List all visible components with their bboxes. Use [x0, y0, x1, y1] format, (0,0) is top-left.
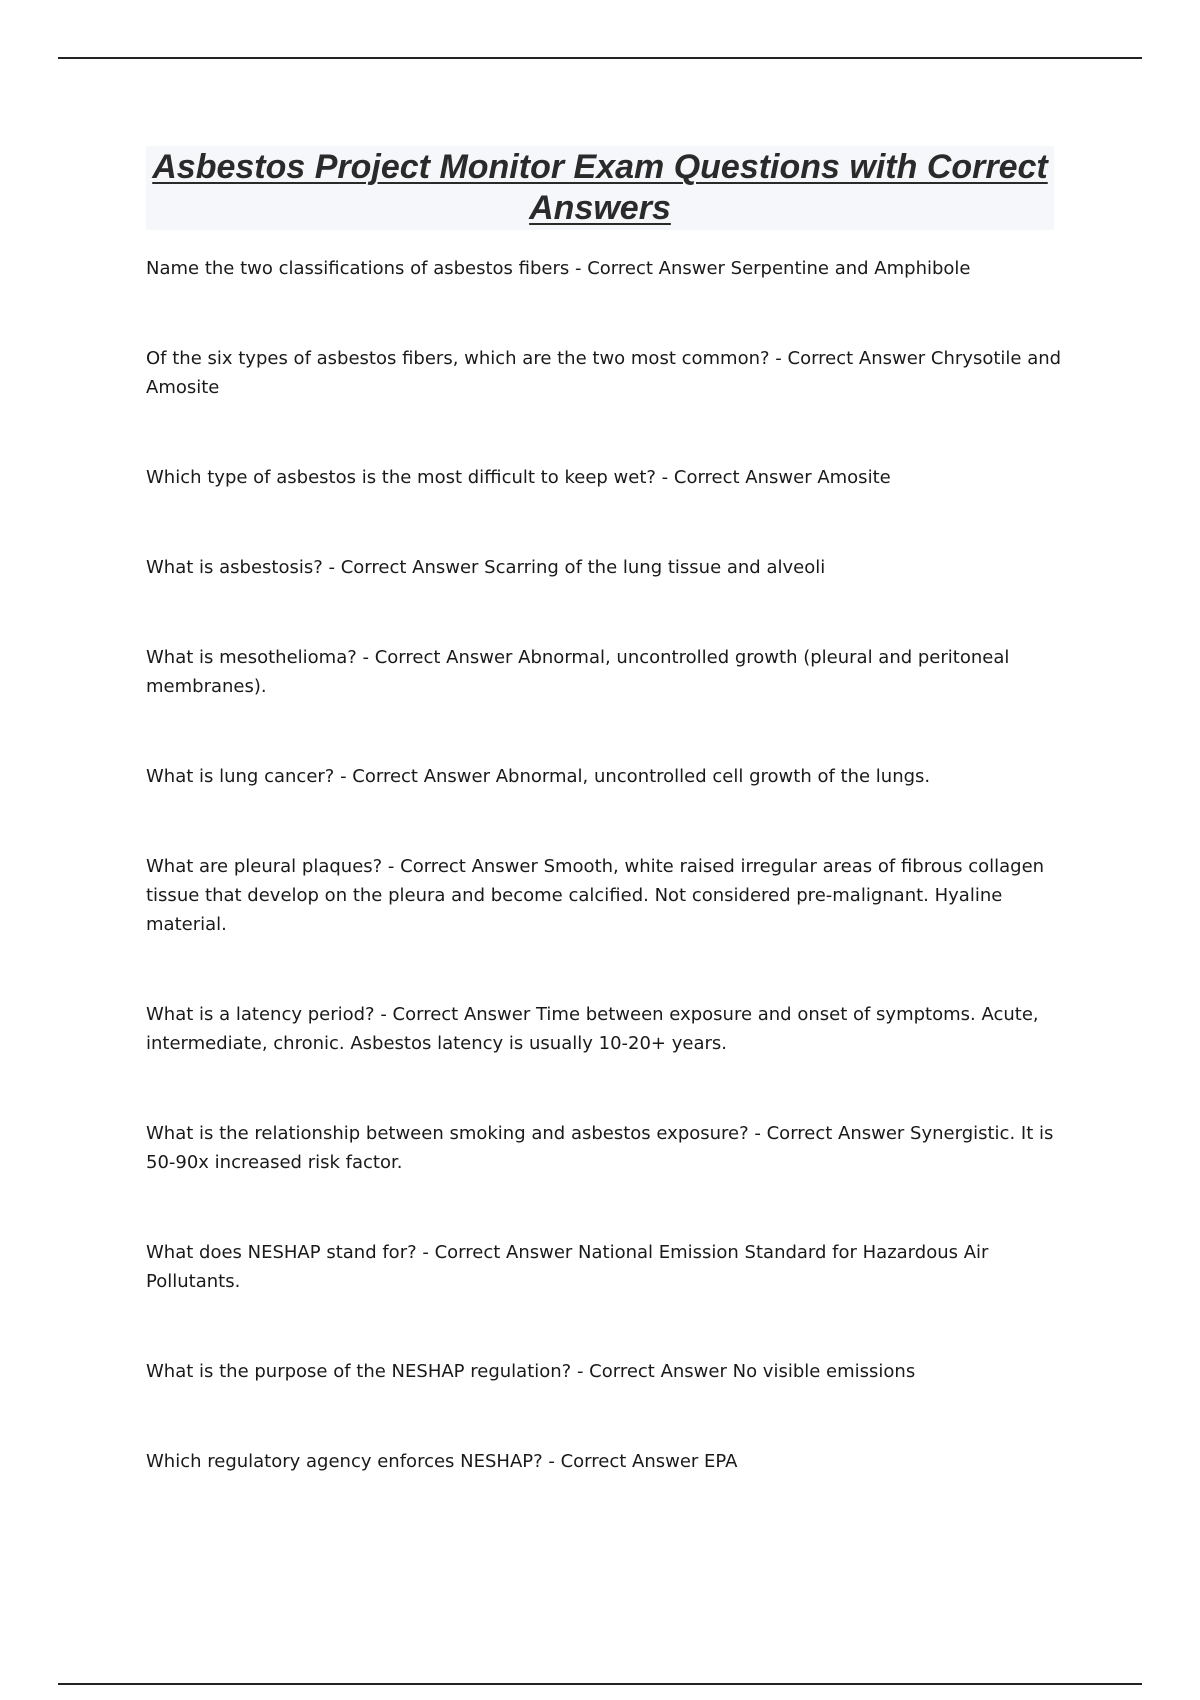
qa-item: Which regulatory agency enforces NESHAP? - Correct Answer EPA	[146, 1451, 738, 1472]
document-title: Asbestos Project Monitor Exam Questions with Correct Answers	[152, 148, 1048, 227]
qa-item: What is asbestosis? - Correct Answer Scarring of the lung tissue and alveoli	[146, 557, 826, 578]
qa-item: What is a latency period? - Correct Answer Time between exposure and onset of symptoms. Acute, intermediate, chronic. Asbestos latency is usually 10-20+ years.	[146, 1004, 1039, 1054]
question-answer-list	[146, 254, 1066, 1537]
qa-item: What does NESHAP stand for? - Correct Answer National Emission Standard for Hazardous Air Pollutants.	[146, 1242, 989, 1292]
qa-item: Name the two classifications of asbestos fibers - Correct Answer Serpentine and Amphibole	[146, 258, 971, 279]
bottom-divider	[58, 1683, 1142, 1685]
qa-item: Which type of asbestos is the most difficult to keep wet? - Correct Answer Amosite	[146, 467, 891, 488]
qa-item: What is the purpose of the NESHAP regulation? - Correct Answer No visible emissions	[146, 1361, 916, 1382]
top-divider	[58, 57, 1142, 59]
qa-item: What are pleural plaques? - Correct Answer Smooth, white raised irregular areas of fibrous collagen tissue that develop on the pleura and become calcified. Not considered pre-malignant. Hyaline material.	[146, 856, 1045, 935]
qa-item: Of the six types of asbestos fibers, which are the two most common? - Correct Answer Chrysotile and Amosite	[146, 348, 1062, 398]
qa-item: What is mesothelioma? - Correct Answer Abnormal, uncontrolled growth (pleural and peritoneal membranes).	[146, 647, 1010, 697]
title-banner	[146, 146, 1054, 230]
qa-item: What is the relationship between smoking and asbestos exposure? - Correct Answer Synergistic. It is 50-90x increased risk factor.	[146, 1123, 1054, 1173]
qa-item: What is lung cancer? - Correct Answer Abnormal, uncontrolled cell growth of the lungs.	[146, 766, 931, 787]
